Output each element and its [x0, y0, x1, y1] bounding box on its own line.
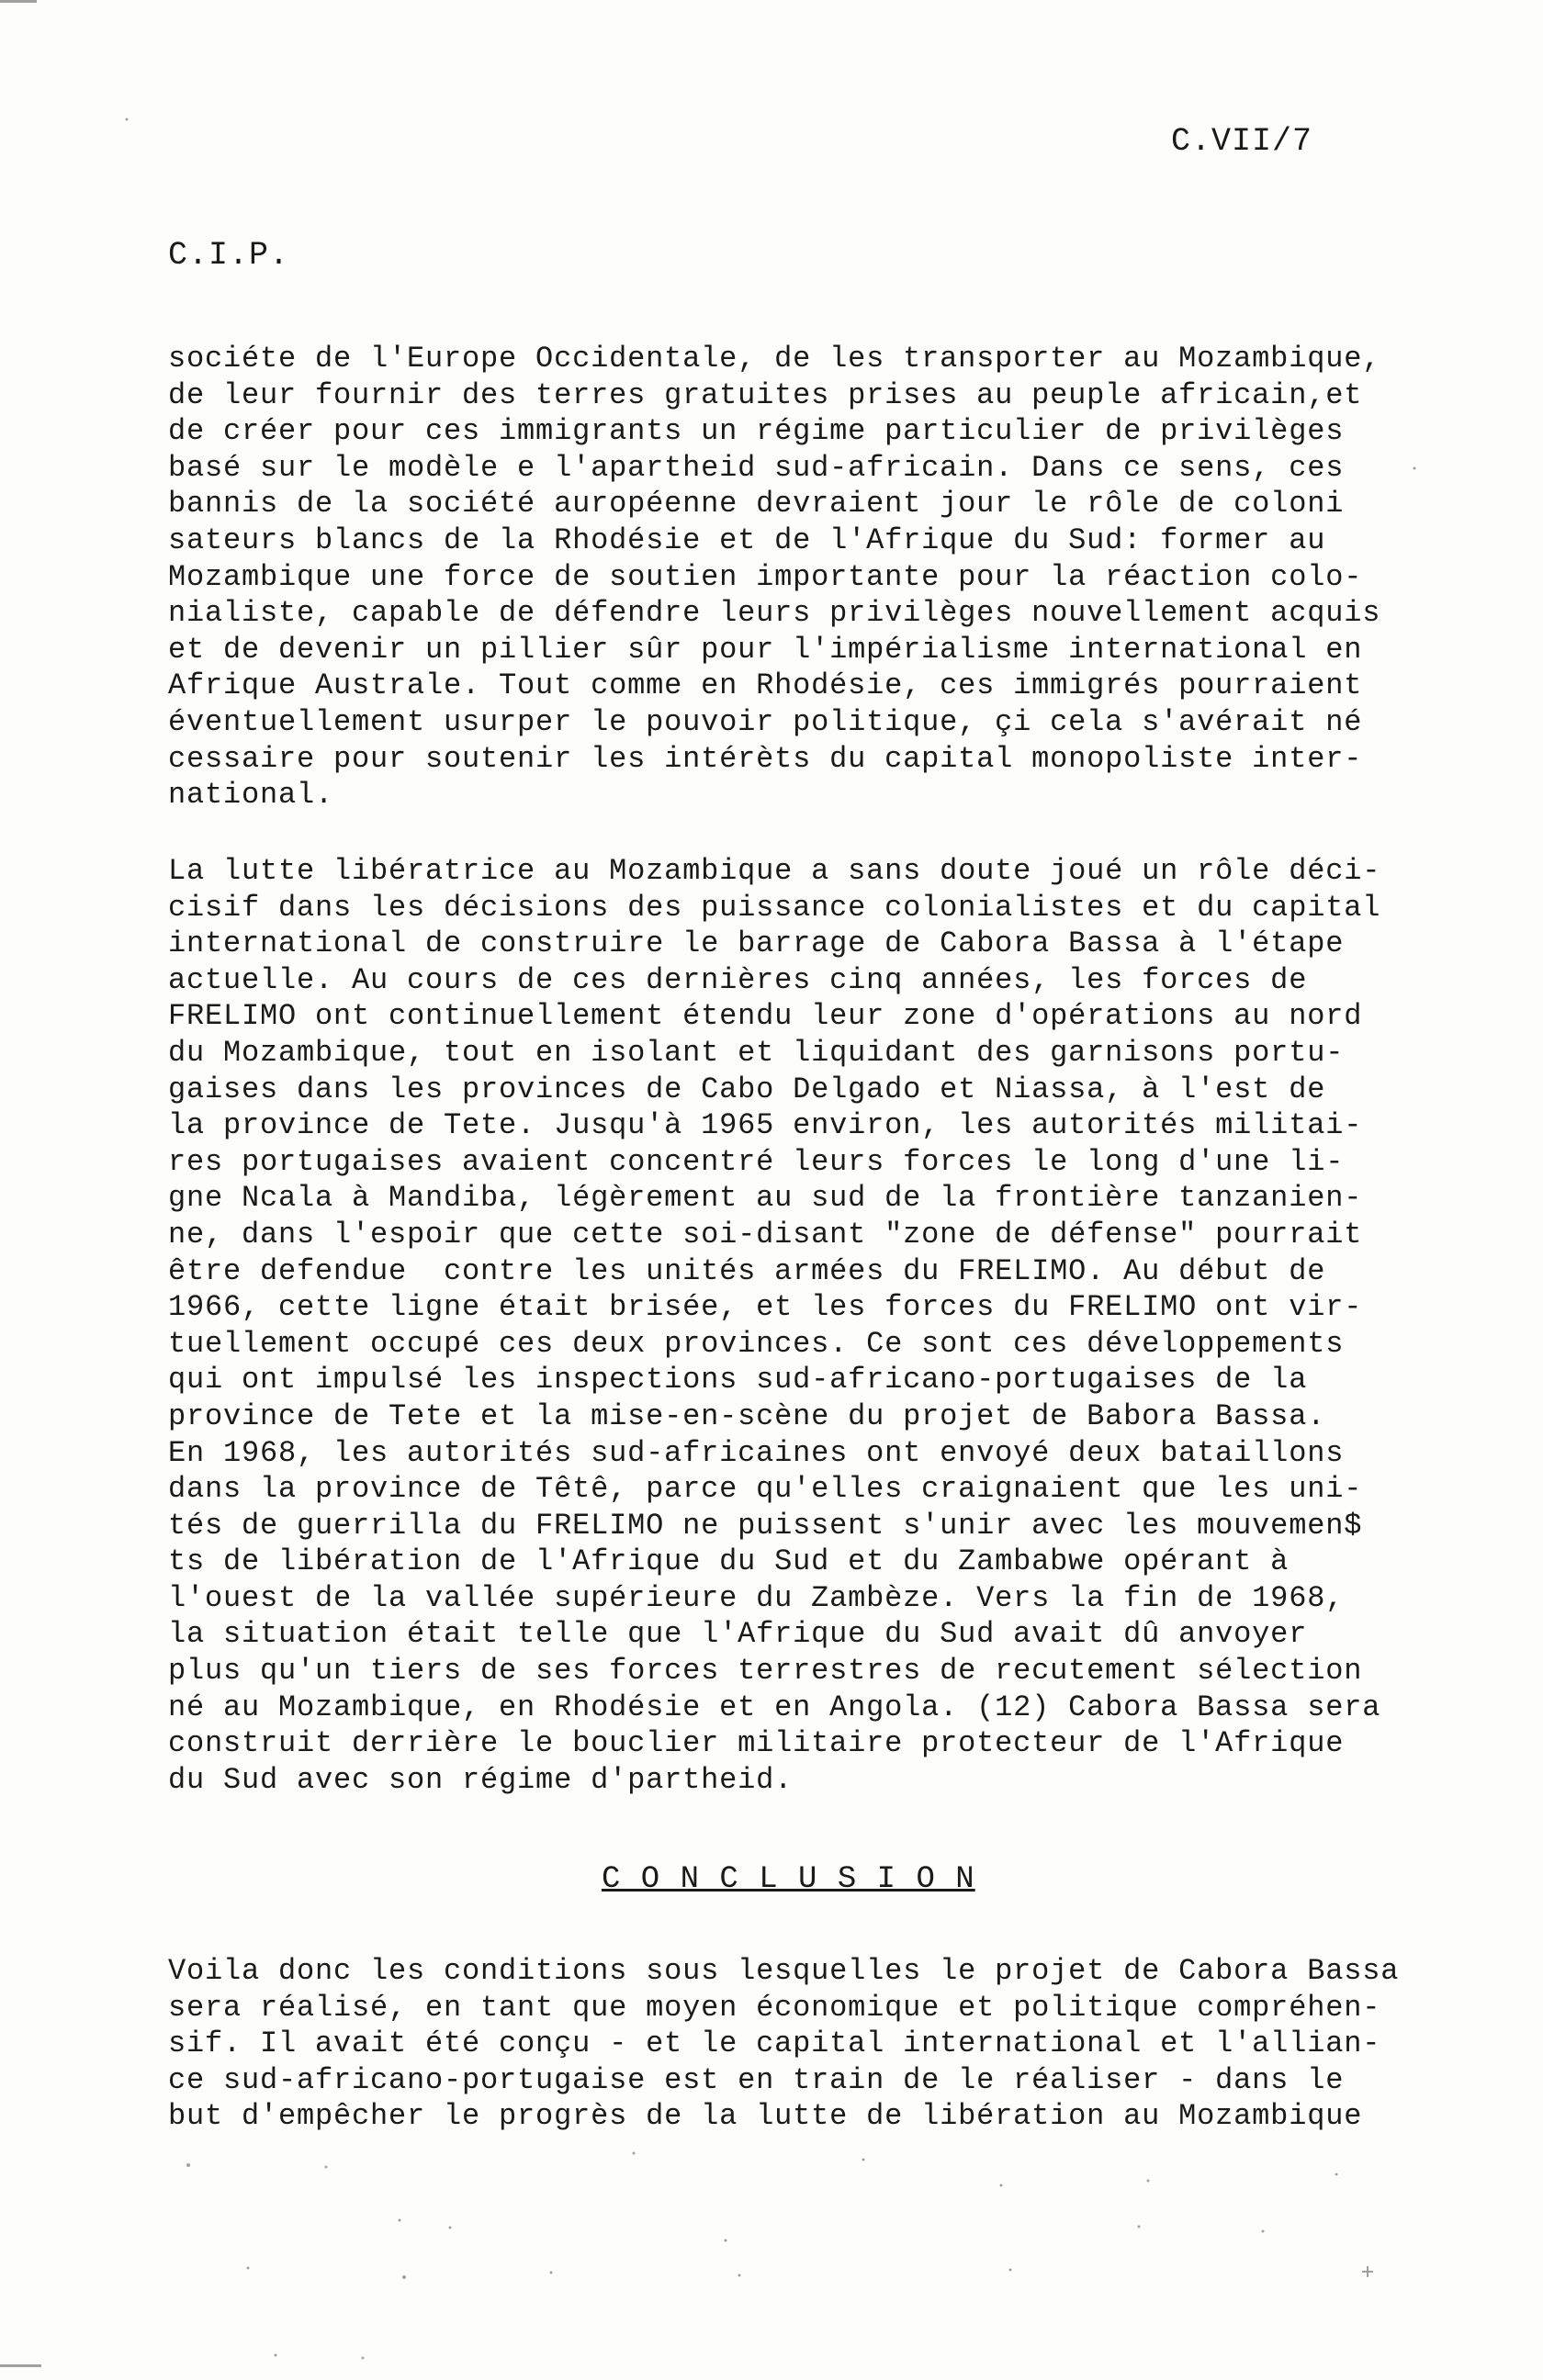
text-line: gne Ncala à Mandiba, légèrement au sud de la frontière tanzanien- — [168, 1181, 1363, 1216]
text-line: but d'empêcher le progrès de la lutte de libération au Mozambique — [168, 2099, 1363, 2134]
document-header-label: C.I.P. — [168, 237, 290, 274]
text-line: basé sur le modèle e l'apartheid sud-africain. Dans ce sens, ces — [168, 450, 1345, 485]
text-line: l'ouest de la vallée supérieure du Zambèze. Vers la fin de 1968, — [168, 1580, 1345, 1615]
text-line: Voila donc les conditions sous lesquelles le projet de Cabora Bassa — [168, 1954, 1400, 1988]
paragraph-1 — [168, 341, 1380, 814]
document-reference-code: C.VII/7 — [1171, 123, 1313, 160]
text-line: ce sud-africano-portugaise est en train de le réaliser - dans le — [168, 2062, 1345, 2097]
text-line: dans la province de Têtê, parce qu'elles craignaient que les uni- — [168, 1472, 1363, 1507]
paragraph-3 — [168, 1953, 1399, 2135]
text-line: gaises dans les provinces de Cabo Delgado et Niassa, à l'est de — [168, 1072, 1326, 1106]
text-line: FRELIMO ont continuellement étendu leur zone d'opérations au nord — [168, 999, 1363, 1034]
text-line: national. — [168, 778, 334, 813]
text-line: bannis de la société auropéenne devraient jour le rôle de coloni — [168, 487, 1345, 522]
text-line: de créer pour ces immigrants un régime particulier de privilèges — [168, 414, 1345, 449]
text-line: de leur fournir des terres gratuites prises au peuple africain,et — [168, 377, 1363, 412]
text-line: sera réalisé, en tant que moyen économique et politique compréhen- — [168, 1990, 1381, 2025]
text-line: être defendue contre les unités armées du FRELIMO. Au début de — [168, 1253, 1326, 1288]
text-line: ts de libération de l'Afrique du Sud et du Zambabwe opérant à — [168, 1544, 1290, 1579]
text-line: du Sud avec son régime d'partheid. — [168, 1762, 794, 1797]
text-line: tuellement occupé ces deux provinces. Ce sont ces développements — [168, 1326, 1345, 1361]
text-line: cessaire pour soutenir les intérèts du capital monopoliste inter- — [168, 741, 1363, 776]
text-line: cisif dans les décisions des puissance colonialistes et du capital — [168, 890, 1381, 925]
paragraph-2 — [168, 853, 1380, 1798]
text-line: qui ont impulsé les inspections sud-africano-portugaises de la — [168, 1363, 1308, 1398]
text-line: sociéte de l'Europe Occidentale, de les transporter au Mozambique, — [168, 342, 1381, 376]
text-line: plus qu'un tiers de ses forces terrestres de recutement sélection — [168, 1654, 1363, 1689]
text-line: La lutte libératrice au Mozambique a sans doute joué un rôle déci- — [168, 854, 1381, 888]
text-line: province de Tete et la mise-en-scène du projet de Babora Bassa. — [168, 1398, 1326, 1433]
text-line: Afrique Australe. Tout comme en Rhodésie, ces immigrés pourraient — [168, 668, 1363, 703]
text-line: tés de guerrilla du FRELIMO ne puissent s'unir avec les mouvemen$ — [168, 1508, 1363, 1543]
text-line: construit derrière le bouclier militaire protecteur de l'Afrique — [168, 1726, 1345, 1761]
text-line: la situation était telle que l'Afrique du Sud avait dû anvoyer — [168, 1617, 1308, 1652]
text-line: res portugaises avaient concentré leurs forces le long d'une li- — [168, 1144, 1345, 1179]
text-line: éventuellement usurper le pouvoir politique, çi cela s'avérait né — [168, 704, 1363, 739]
text-line: international de construire le barrage de Cabora Bassa à l'étape — [168, 926, 1345, 961]
text-line: et de devenir un pillier sûr pour l'impérialisme international en — [168, 632, 1363, 667]
text-line: né au Mozambique, en Rhodésie et en Angola. (12) Cabora Bassa sera — [168, 1690, 1381, 1724]
section-heading-conclusion: C O N C L U S I O N — [602, 1862, 975, 1897]
text-line: Mozambique une force de soutien importante pour la réaction colo- — [168, 559, 1363, 594]
text-line: En 1968, les autorités sud-africaines ont envoyé deux bataillons — [168, 1435, 1345, 1470]
text-line: sif. Il avait été conçu - et le capital international et l'allian- — [168, 2026, 1381, 2061]
text-line: la province de Tete. Jusqu'à 1965 environ, les autorités militai- — [168, 1108, 1363, 1143]
text-line: actuelle. Au cours de ces dernières cinq années, les forces de — [168, 962, 1308, 997]
text-line: nialiste, capable de défendre leurs privilèges nouvellement acquis — [168, 596, 1381, 631]
text-line: sateurs blancs de la Rhodésie et de l'Afrique du Sud: former au — [168, 522, 1326, 557]
text-line: du Mozambique, tout en isolant et liquidant des garnisons portu- — [168, 1035, 1345, 1070]
text-line: ne, dans l'espoir que cette soi-disant "zone de défense" pourrait — [168, 1217, 1363, 1252]
text-line: 1966, cette ligne était brisée, et les forces du FRELIMO ont vir- — [168, 1290, 1363, 1325]
